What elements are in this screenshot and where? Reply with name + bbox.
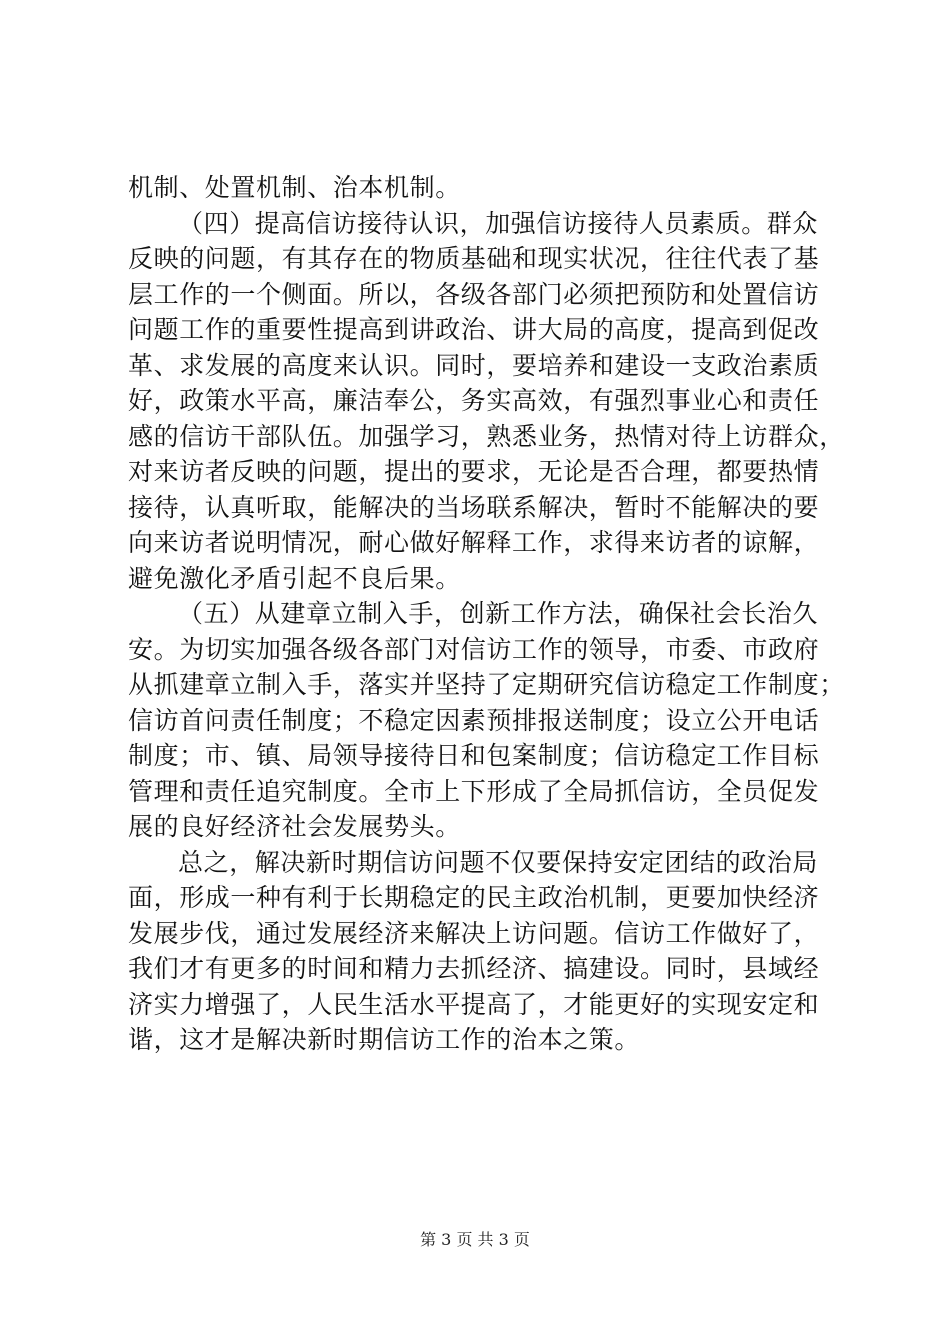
paragraph-first-line: （五）从建章立制入手，创新工作方法，确保社会长治久 [178, 599, 819, 628]
text-line: 对来访者反映的问题，提出的要求，无论是否合理，都要热情 [128, 457, 820, 486]
text-line: 层工作的一个侧面。所以，各级各部门必须把预防和处置信访 [128, 279, 820, 309]
text-line: 从抓建章立制入手，落实并坚持了定期研究信访稳定工作制度； [128, 670, 845, 699]
paragraph-first-line: （四）提高信访接待认识，加强信访接待人员素质。群众 [178, 208, 819, 238]
text-line: 管理和责任追究制度。全市上下形成了全局抓信访，全员促发 [128, 776, 820, 806]
text-line: 谐，这才是解决新时期信访工作的治本之策。 [128, 1025, 641, 1054]
text-line: 展的良好经济社会发展势头。 [128, 812, 461, 841]
text-line: 制度；市、镇、局领导接待日和包案制度；信访稳定工作目标 [128, 741, 820, 770]
paragraph-first-line: 总之，解决新时期信访问题不仅要保持安定团结的政治局 [178, 847, 819, 877]
text-line: 我们才有更多的时间和精力去抓经济、搞建设。同时，县域经 [128, 954, 820, 983]
text-line: 面，形成一种有利于长期稳定的民主政治机制，更要加快经济 [128, 883, 820, 912]
page-number-label: 第 3 页 共 3 页 [420, 1230, 530, 1249]
text-line: 反映的问题，有其存在的物质基础和现实状况，往往代表了基 [128, 244, 820, 273]
text-line: 感的信访干部队伍。加强学习，熟悉业务，热情对待上访群众， [128, 421, 845, 451]
text-line: 问题工作的重要性提高到讲政治、讲大局的高度，提高到促改 [128, 315, 820, 344]
text-line: 济实力增强了，人民生活水平提高了，才能更好的实现安定和 [128, 989, 820, 1019]
page-footer [0, 1230, 950, 1250]
text-line: 机制、处置机制、治本机制。 [128, 173, 461, 202]
text-line: 向来访者说明情况，耐心做好解释工作，求得来访者的谅解， [128, 528, 820, 557]
text-line: 安。为切实加强各级各部门对信访工作的领导，市委、市政府 [128, 634, 820, 664]
document-body [128, 170, 845, 1058]
text-line: 革、求发展的高度来认识。同时，要培养和建设一支政治素质 [128, 350, 820, 380]
text-line: 信访首问责任制度；不稳定因素预排报送制度；设立公开电话 [128, 705, 820, 735]
text-line: 发展步伐，通过发展经济来解决上访问题。信访工作做好了， [128, 918, 820, 948]
text-line: 接待，认真听取，能解决的当场联系解决，暂时不能解决的要 [128, 492, 820, 522]
text-line: 避免激化矛盾引起不良后果。 [128, 563, 461, 593]
text-line: 好，政策水平高，廉洁奉公，务实高效，有强烈事业心和责任 [128, 386, 820, 415]
